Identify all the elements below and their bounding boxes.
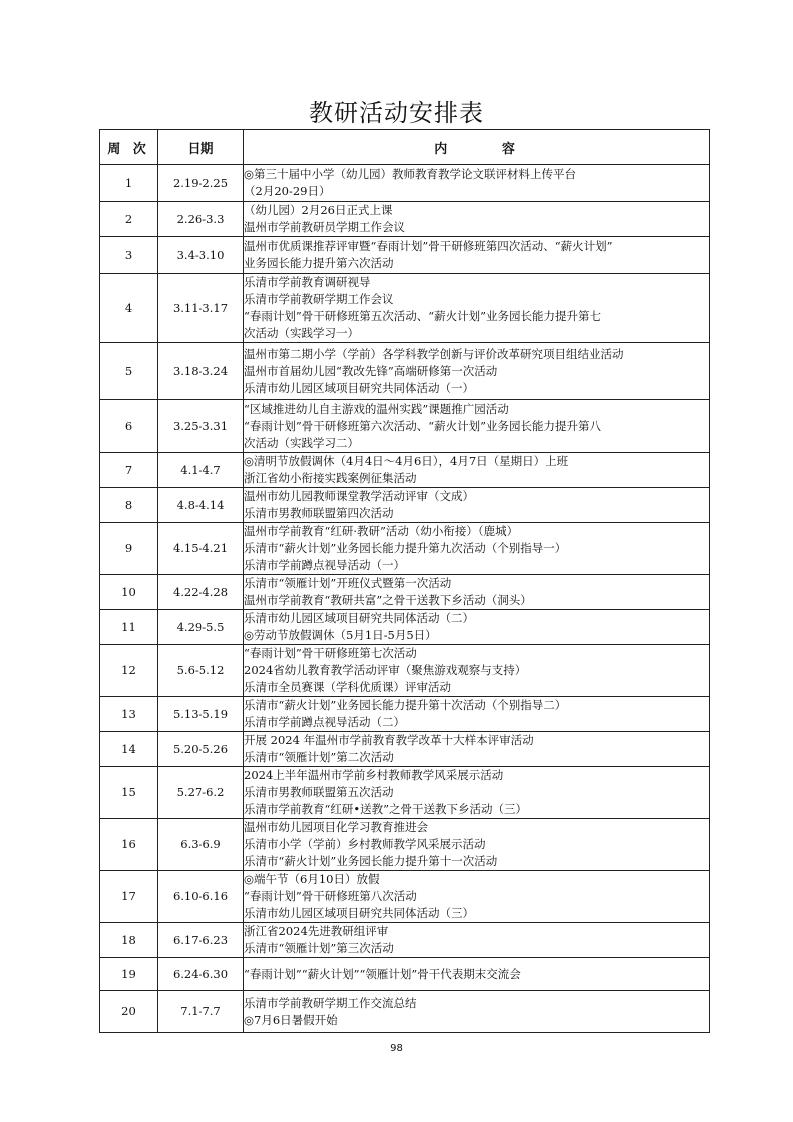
content-cell [244, 237, 710, 274]
table-row [100, 575, 710, 610]
content-line: 乐清市“薪火计划”业务园长能力提升第十次活动（个别指导二） [244, 698, 567, 712]
date-cell: 6.10-6.16 [158, 871, 244, 923]
week-cell: 18 [100, 923, 158, 958]
content-line: 乐清市男教师联盟第四次活动 [244, 506, 394, 520]
table-row [100, 767, 710, 819]
content-line: 乐清市小学（学前）乡村教师教学风采展示活动 [244, 837, 486, 851]
content-cell [244, 732, 710, 767]
header-date: 日期 [158, 130, 244, 165]
page-title: 教研活动安排表 [309, 99, 484, 127]
content-line: 乐清市学前教研学期工作会议 [244, 292, 394, 306]
header-week: 周 次 [100, 130, 158, 165]
table-row [100, 488, 710, 523]
table-row [100, 732, 710, 767]
week-cell: 19 [100, 958, 158, 991]
date-cell: 7.1-7.7 [158, 991, 244, 1033]
content-line: 温州市优质课推荐评审暨“春雨计划”骨干研修班第四次活动、“薪火计划” [244, 239, 613, 253]
week-cell: 1 [100, 165, 158, 202]
date-cell: 4.22-4.28 [158, 575, 244, 610]
content-line: 温州市学前教育“教研共富”之骨干送教下乡活动（洞头） [244, 593, 532, 607]
week-cell: 13 [100, 697, 158, 732]
content-cell [244, 343, 710, 400]
table-header-row [100, 130, 710, 165]
content-line: 开展 2024 年温州市学前教育教学改革十大样本评审活动 [244, 733, 534, 747]
table-row [100, 697, 710, 732]
content-cell [244, 923, 710, 958]
content-line: 温州市学前教育“红研·教研”活动（幼小衔接）（鹿城） [244, 524, 519, 538]
date-cell: 5.27-6.2 [158, 767, 244, 819]
content-cell [244, 202, 710, 237]
content-line: 温州市第二期小学（学前）各学科教学创新与评价改革研究项目组结业活动 [244, 346, 624, 361]
content-line: “春雨计划”骨干研修班第六次活动、“薪火计划”业务园长能力提升第八 [244, 418, 602, 433]
content-cell [244, 274, 710, 343]
week-cell: 8 [100, 488, 158, 523]
week-cell: 20 [100, 991, 158, 1033]
header-content: 内 容 [244, 130, 710, 165]
content-cell [244, 697, 710, 732]
content-line: 乐清市“领雁计划”第二次活动 [244, 750, 394, 764]
date-cell: 5.13-5.19 [158, 697, 244, 732]
content-line: 乐清市男教师联盟第五次活动 [244, 785, 394, 799]
content-line: 温州市幼儿园教师课堂教学活动评审（文成） [244, 489, 474, 503]
date-cell: 5.6-5.12 [158, 645, 244, 697]
week-cell: 16 [100, 819, 158, 871]
content-cell [244, 645, 710, 697]
content-line: 乐清市“领雁计划”第三次活动 [244, 941, 394, 955]
week-cell: 12 [100, 645, 158, 697]
content-line: “春雨计划”骨干研修班第七次活动 [244, 646, 417, 660]
date-cell: 4.15-4.21 [158, 523, 244, 575]
week-cell: 7 [100, 453, 158, 488]
content-line: 乐清市“薪火计划”业务园长能力提升第十一次活动 [244, 854, 498, 868]
content-cell [244, 488, 710, 523]
date-cell: 2.19-2.25 [158, 165, 244, 202]
date-cell: 5.20-5.26 [158, 732, 244, 767]
content-line: 业务园长能力提升第六次活动 [244, 256, 394, 270]
table-row [100, 453, 710, 488]
date-cell: 6.24-6.30 [158, 958, 244, 991]
week-cell: 14 [100, 732, 158, 767]
content-cell [244, 165, 710, 202]
content-line: 次活动（实践学习一） [244, 326, 359, 340]
content-line: 浙江省幼小衔接实践案例征集活动 [244, 471, 417, 485]
content-line: 2024省幼儿教育教学活动评审（聚焦游戏观察与支持） [244, 663, 527, 677]
content-line: ◎第三十届中小学（幼儿园）教师教育教学论文联评材料上传平台 [244, 167, 577, 181]
content-line: “区域推进幼儿自主游戏的温州实践”课题推广园活动 [244, 401, 509, 416]
table-row [100, 523, 710, 575]
date-cell: 3.18-3.24 [158, 343, 244, 400]
date-cell: 3.11-3.17 [158, 274, 244, 343]
date-cell: 2.26-3.3 [158, 202, 244, 237]
week-cell: 15 [100, 767, 158, 819]
week-cell: 11 [100, 610, 158, 645]
date-cell: 3.4-3.10 [158, 237, 244, 274]
content-line: 乐清市幼儿园区域项目研究共同体活动（一） [244, 380, 474, 395]
schedule-table [99, 129, 710, 1033]
content-line: 乐清市学前教研学期工作交流总结 [244, 995, 417, 1010]
week-cell: 2 [100, 202, 158, 237]
content-cell [244, 958, 710, 991]
content-line: 乐清市“薪火计划”业务园长能力提升第九次活动（个别指导一） [244, 541, 567, 555]
page-number: 98 [390, 1043, 403, 1054]
content-cell [244, 400, 710, 453]
week-cell: 3 [100, 237, 158, 274]
schedule-body [100, 165, 710, 1033]
content-line: 乐清市学前教育“红研•送教”之骨干送教下乡活动（三） [244, 802, 528, 816]
week-cell: 6 [100, 400, 158, 453]
table-row [100, 958, 710, 991]
content-line: “春雨计划”“薪火计划”“领雁计划”骨干代表期末交流会 [244, 966, 521, 981]
table-row [100, 202, 710, 237]
content-cell [244, 767, 710, 819]
content-line: “春雨计划”骨干研修班第八次活动 [244, 889, 417, 903]
content-line: 乐清市幼儿园区域项目研究共同体活动（二） [244, 611, 474, 625]
date-cell: 3.25-3.31 [158, 400, 244, 453]
week-cell: 5 [100, 343, 158, 400]
week-cell: 9 [100, 523, 158, 575]
week-cell: 10 [100, 575, 158, 610]
content-cell [244, 991, 710, 1033]
content-line: 温州市学前教研员学期工作会议 [244, 220, 405, 234]
content-line: ◎7月6日暑假开始 [244, 1012, 338, 1027]
content-line: 2024上半年温州市学前乡村教师教学风采展示活动 [244, 768, 504, 782]
date-cell: 4.8-4.14 [158, 488, 244, 523]
week-cell: 4 [100, 274, 158, 343]
content-line: 温州市幼儿园项目化学习教育推进会 [244, 820, 428, 834]
date-cell: 4.29-5.5 [158, 610, 244, 645]
table-row [100, 991, 710, 1033]
content-line: （幼儿园）2月26日正式上课 [244, 203, 393, 217]
content-line: 乐清市幼儿园区域项目研究共同体活动（三） [244, 906, 474, 920]
table-row [100, 400, 710, 453]
content-line: 乐清市“领雁计划”开班仪式暨第一次活动 [244, 576, 452, 590]
content-cell [244, 819, 710, 871]
date-cell: 6.3-6.9 [158, 819, 244, 871]
content-cell [244, 610, 710, 645]
date-cell: 6.17-6.23 [158, 923, 244, 958]
content-cell [244, 871, 710, 923]
content-line: ◎清明节放假调休（4月4日～4月6日），4月7日（星期日）上班 [244, 454, 569, 468]
table-row [100, 343, 710, 400]
content-cell [244, 575, 710, 610]
date-cell: 4.1-4.7 [158, 453, 244, 488]
content-line: 温州市首届幼儿园“教改先锋”高端研修第一次活动 [244, 363, 498, 378]
table-row [100, 237, 710, 274]
table-row [100, 645, 710, 697]
content-cell [244, 453, 710, 488]
content-line: ◎端午节（6月10日）放假 [244, 872, 380, 886]
table-row [100, 165, 710, 202]
content-line: 浙江省2024先进教研组评审 [244, 924, 389, 938]
table-row [100, 871, 710, 923]
week-cell: 17 [100, 871, 158, 923]
content-cell [244, 523, 710, 575]
table-row [100, 923, 710, 958]
content-line: ◎劳动节放假调休（5月1日-5月5日） [244, 628, 437, 642]
content-line: 乐清市学前教育调研视导 [244, 275, 371, 289]
content-line: （2月20-29日） [244, 184, 331, 198]
table-row [100, 819, 710, 871]
content-line: 乐清市全员赛课（学科优质课）评审活动 [244, 680, 451, 694]
content-line: 乐清市学前蹲点视导活动（二） [244, 715, 405, 729]
content-line: 次活动（实践学习二） [244, 435, 359, 450]
content-line: “春雨计划”骨干研修班第五次活动、“薪火计划”业务园长能力提升第七 [244, 309, 602, 323]
table-row [100, 610, 710, 645]
table-row [100, 274, 710, 343]
content-line: 乐清市学前蹲点视导活动（一） [244, 558, 405, 572]
